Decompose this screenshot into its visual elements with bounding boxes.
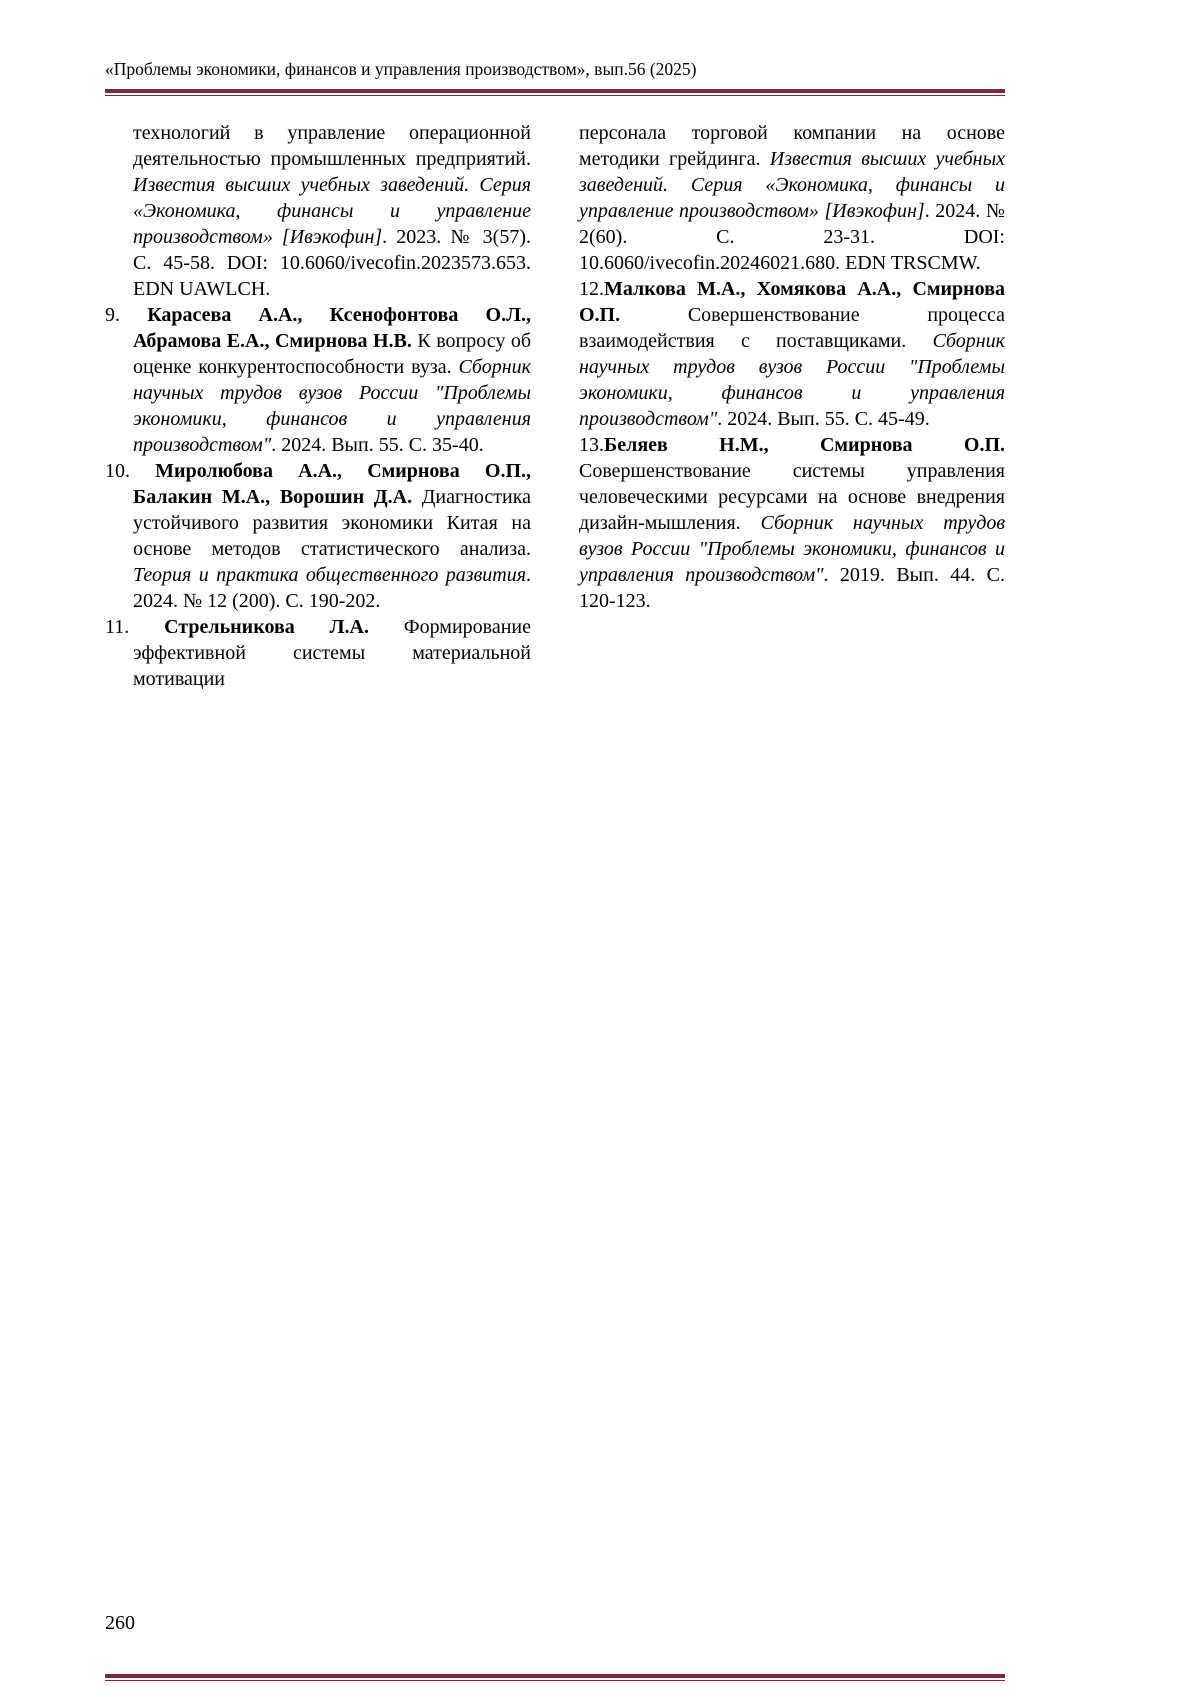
reference-text-normal: . 2019. Вып. 44. С. 120-123. xyxy=(579,564,1005,612)
reference-text-bold: Малкова М.А., Хомякова А.А., Смирнова О.П. xyxy=(579,278,1005,326)
reference-text-italic: Известия высших учебных заведений. Серия «Экономика, финансы и управление производством» [Ивэкофин] xyxy=(133,174,531,248)
page-header xyxy=(105,0,1005,96)
reference-text-normal: технологий в управление операционной деятельностью промышленных предприятий. xyxy=(133,122,531,170)
reference-text-italic: Сборник научных трудов вузов России "Проблемы экономики, финансов и управления производством" xyxy=(579,330,1005,430)
reference-text-bold: Стрельникова Л.А. xyxy=(164,616,404,638)
reference-text-italic: Сборник научных трудов вузов России "Проблемы экономики, финансов и управления производством" xyxy=(133,356,531,456)
reference-item xyxy=(579,276,1005,432)
reference-number: 13. xyxy=(579,434,604,456)
reference-text-normal: . 2024. Вып. 55. С. 45-49. xyxy=(717,408,930,430)
reference-text-bold: Карасева А.А., Ксенофонтова О.Л., Абрамова Е.А., Смирнова Н.В. xyxy=(133,304,531,352)
reference-item xyxy=(579,120,1005,276)
reference-text-normal: . 2023. № 3(57). С. 45-58. DOI: 10.6060/ivecofin.2023573.653. EDN UAWLCH. xyxy=(133,226,531,300)
header-rule xyxy=(105,89,1005,96)
reference-item xyxy=(105,458,531,614)
reference-text-italic: Сборник научных трудов вузов России "Проблемы экономики, финансов и управления производством" xyxy=(579,512,1005,586)
reference-item xyxy=(579,432,1005,614)
footer-rule xyxy=(105,1674,1005,1681)
references-right-column xyxy=(579,120,1005,692)
page-number: 260 xyxy=(105,1612,135,1634)
journal-header-line: «Проблемы экономики, финансов и управления производством», вып.56 (2025) xyxy=(105,59,697,79)
reference-text-normal: Диагностика устойчивого развития экономики Китая на основе методов статистического анализа. xyxy=(133,486,531,560)
reference-text-normal: Формирование эффективной системы материальной мотивации xyxy=(133,616,531,690)
reference-item xyxy=(105,120,531,302)
reference-text-normal: Совершенствование процесса взаимодействия с поставщиками. xyxy=(579,304,1005,352)
reference-number: 11. xyxy=(105,616,165,638)
references-columns xyxy=(105,120,1005,692)
reference-text-normal: . 2024. № 2(60). С. 23-31. DOI: 10.6060/ivecofin.20246021.680. EDN TRSCMW. xyxy=(579,200,1005,274)
page-footer xyxy=(105,1610,1005,1681)
reference-text-normal: К вопросу об оценке конкурентоспособности вуза. xyxy=(133,330,532,378)
reference-number: 9. xyxy=(105,304,148,326)
reference-text-normal: . 2024. Вып. 55. С. 35-40. xyxy=(271,434,484,456)
reference-text-bold: Беляев Н.М., Смирнова О.П. xyxy=(604,434,1005,456)
reference-text-normal: . 2024. № 12 (200). С. 190-202. xyxy=(133,564,531,612)
reference-item xyxy=(105,614,531,692)
reference-text-bold: Миролюбова А.А., Смирнова О.П., Балакин М.А., Ворошин Д.А. xyxy=(133,460,532,508)
reference-text-italic: Теория и практика общественного развития xyxy=(133,564,526,586)
reference-number: 10. xyxy=(105,460,156,482)
reference-text-italic: Известия высших учебных заведений. Серия «Экономика, финансы и управление производством» [Ивэкофин] xyxy=(579,148,1005,222)
reference-text-normal: Совершенствование системы управления человеческими ресурсами на основе внедрения дизайн-мышления. xyxy=(579,460,1005,534)
references-left-column xyxy=(105,120,531,692)
reference-text-normal: персонала торговой компании на основе методики грейдинга. xyxy=(579,122,1005,170)
reference-item xyxy=(105,302,531,458)
reference-number: 12. xyxy=(579,278,604,300)
